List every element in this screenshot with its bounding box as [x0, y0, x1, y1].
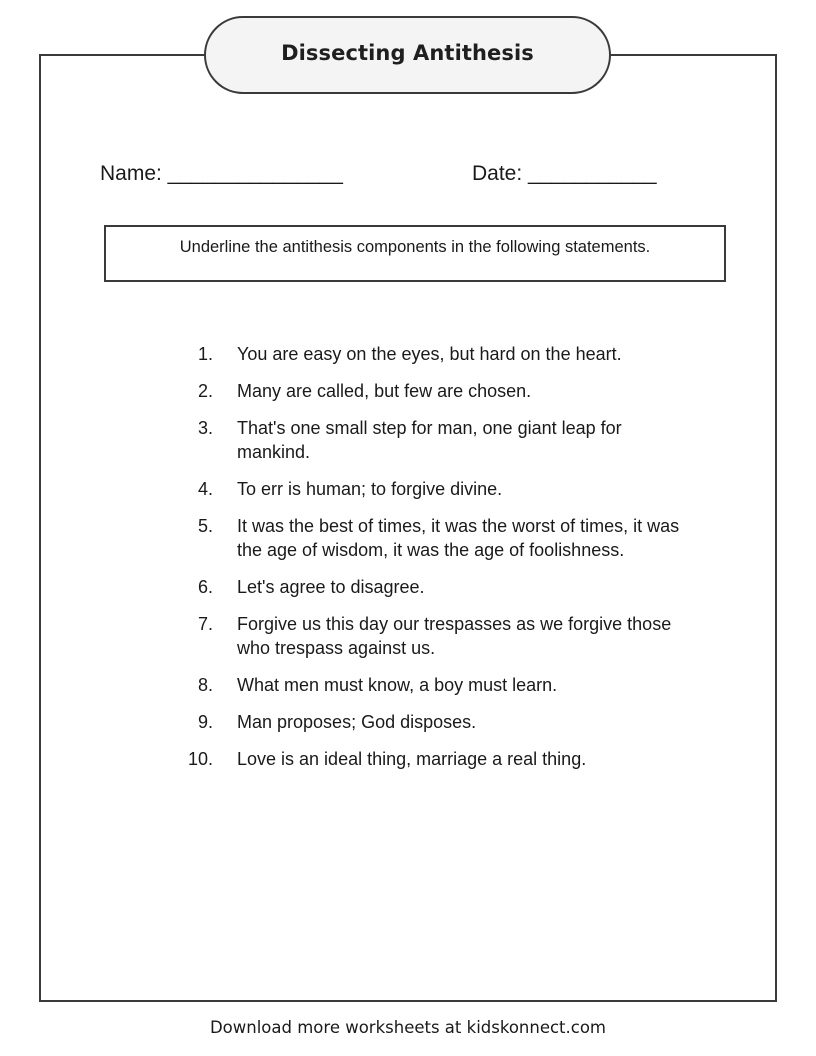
item-number: 1.: [197, 344, 213, 364]
title-banner: [204, 16, 611, 94]
list-item: [178, 342, 698, 366]
item-number: 2.: [197, 381, 213, 401]
footer-download-note: Download more worksheets at kidskonnect.com: [209, 1018, 607, 1037]
item-number: 10.: [187, 749, 213, 769]
page-title: Dissecting Antithesis: [281, 41, 534, 65]
item-text: What men must know, a boy must learn.: [237, 675, 558, 695]
item-number: 9.: [197, 712, 213, 732]
item-text: Man proposes; God disposes.: [237, 712, 477, 732]
list-item: [178, 477, 698, 501]
list-item: [178, 514, 698, 562]
list-item: [178, 612, 698, 660]
name-field: Name: _______________: [100, 162, 343, 185]
list-item: [178, 710, 698, 734]
date-field: Date: ___________: [472, 162, 657, 185]
item-number: 5.: [197, 516, 213, 536]
item-text: It was the best of times, it was the worst of times, it was the age of wisdom, it was the age of foolishness.: [237, 516, 680, 560]
instructions-box: [104, 225, 726, 282]
item-number: 3.: [197, 418, 213, 438]
item-text: To err is human; to forgive divine.: [237, 479, 503, 499]
list-item: [178, 379, 698, 403]
item-text: Many are called, but few are chosen.: [237, 381, 532, 401]
item-text: Love is an ideal thing, marriage a real thing.: [237, 749, 587, 769]
statement-list: [178, 342, 698, 784]
instructions-text: Underline the antithesis components in the following statements.: [179, 238, 651, 256]
list-item: [178, 673, 698, 697]
item-number: 4.: [197, 479, 213, 499]
list-item: [178, 747, 698, 771]
item-number: 8.: [197, 675, 213, 695]
item-text: That's one small step for man, one giant leap for mankind.: [237, 418, 622, 462]
item-text: Let's agree to disagree.: [237, 577, 425, 597]
item-text: Forgive us this day our trespasses as we forgive those who trespass against us.: [237, 614, 672, 658]
list-item: [178, 575, 698, 599]
list-item: [178, 416, 698, 464]
item-number: 7.: [197, 614, 213, 634]
item-text: You are easy on the eyes, but hard on the heart.: [237, 344, 622, 364]
item-number: 6.: [197, 577, 213, 597]
